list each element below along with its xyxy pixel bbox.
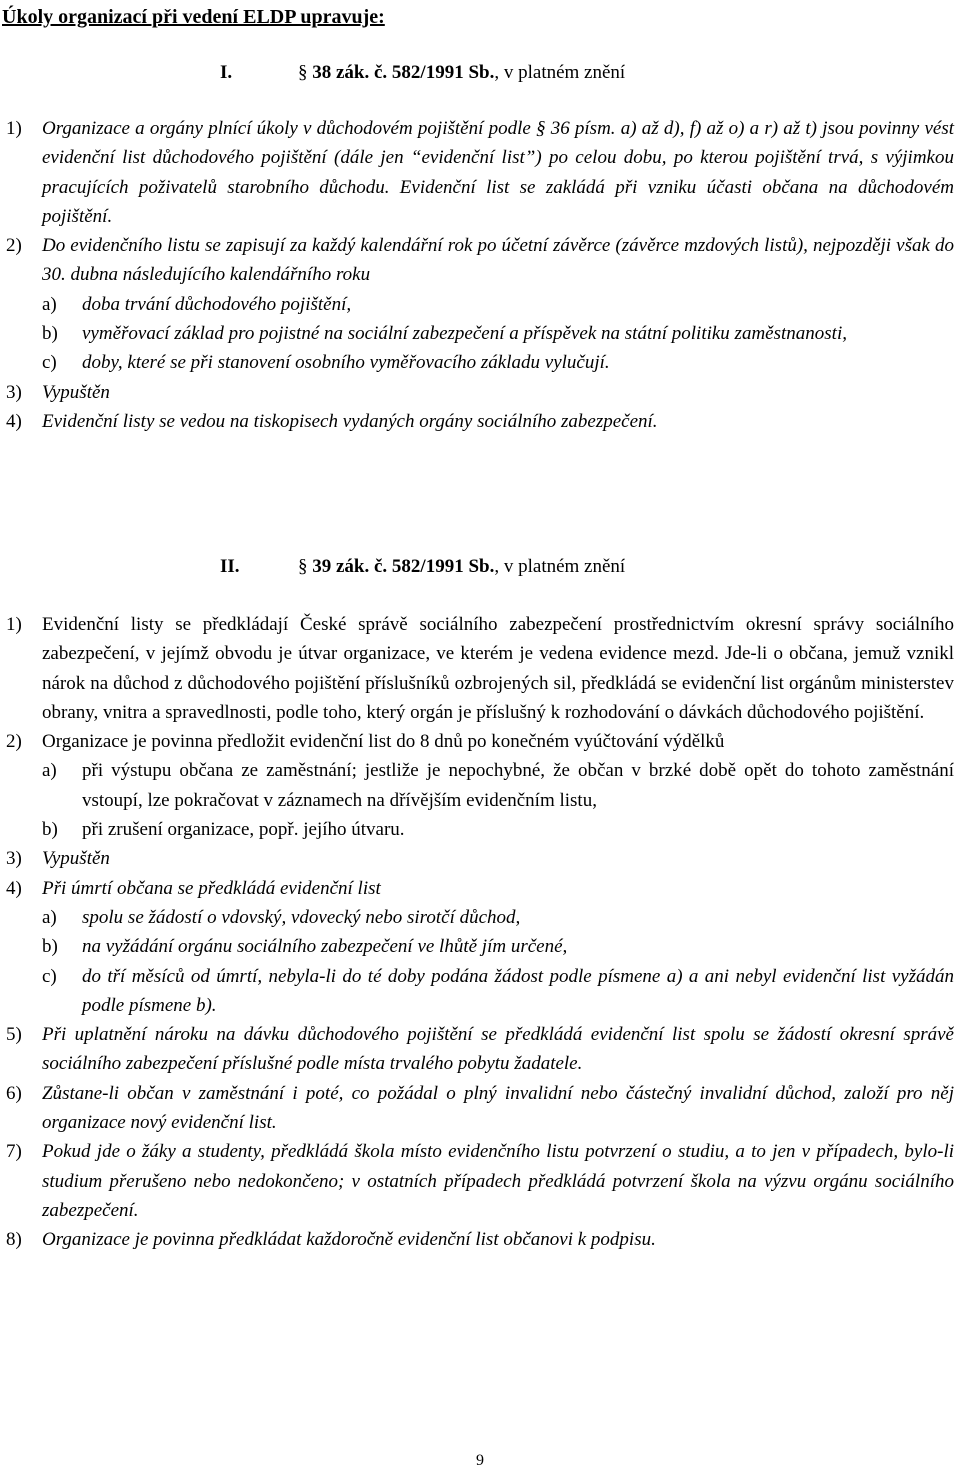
list-item <box>6 727 954 844</box>
item-number: 1) <box>6 118 22 139</box>
sub-item-text: doba trvání důchodového pojištění, <box>82 293 352 315</box>
item-number: 3) <box>6 848 22 870</box>
item-number: 8) <box>6 1229 22 1251</box>
item-body <box>42 727 954 844</box>
sub-item <box>42 932 954 961</box>
item-body <box>42 874 954 1020</box>
item-text: Pokud jde o žáky a studenty, předkládá škola místo evidenčního listu potvrzení o studiu, a to jen v případech, bylo-li studium přerušeno nebo nedokončeno; v ostatních případech předkládá potvrzení škola na výzvu orgánu sociálního zabezpečení. <box>42 1141 954 1221</box>
section-1-body <box>6 114 954 436</box>
list-item <box>6 1020 954 1079</box>
item-number: 6) <box>6 1082 22 1104</box>
sub-item-letter: b) <box>42 323 58 345</box>
page-number: 9 <box>476 1452 484 1469</box>
item-text: Vypuštěn <box>42 381 110 403</box>
item-number: 2) <box>6 731 22 753</box>
list-item <box>6 1137 954 1225</box>
sub-item-letter: a) <box>42 293 57 315</box>
list-item <box>6 407 954 436</box>
item-text: Organizace je povinna předložit evidenční list do 8 dnů po konečném vyúčtování výdělků <box>42 731 725 753</box>
sub-item <box>42 756 954 815</box>
document-title: Úkoly organizací při vedení ELDP upravuje: <box>2 6 385 28</box>
item-body <box>42 231 954 377</box>
item-text: Evidenční listy se vedou na tiskopisech vydaných orgány sociálního zabezpečení. <box>42 410 658 432</box>
item-number: 4) <box>6 410 22 432</box>
item-text: Do evidenčního listu se zapisují za každý kalendářní rok po účetní závěrce (závěrce mzdových listů), nejpozději však do 30. dubna následujícího kalendářního roku <box>42 235 954 286</box>
sub-item-letter: b) <box>42 936 58 958</box>
sub-item <box>42 962 954 1021</box>
list-item <box>6 844 954 873</box>
item-number: 4) <box>6 877 22 899</box>
sub-item-letter: b) <box>42 819 58 841</box>
item-text: Zůstane-li občan v zaměstnání i poté, co požádal o plný invalidní nebo částečný invalidní důchod, založí pro něj organizace nový evidenční list. <box>42 1082 954 1134</box>
section-1-roman: I. <box>220 62 233 83</box>
item-text: Organizace je povinna předkládat každoročně evidenční list občanovi k podpisu. <box>42 1229 656 1251</box>
section-1-heading <box>220 62 625 84</box>
list-item <box>6 874 954 1020</box>
item-text: Vypuštěn <box>42 848 110 870</box>
section-2-reference: 39 zák. č. 582/1991 Sb. <box>307 556 495 577</box>
section-2-paragraph-symbol: § <box>298 556 308 577</box>
sub-item-text: doby, které se při stanovení osobního vyměřovacího základu vylučují. <box>82 352 610 374</box>
item-text: Organizace a orgány plnící úkoly v důchodovém pojištění podle § 36 písm. a) až d), f) až o) a r) až t) jsou povinny vést evidenční list důchodového pojištění (dále jen “evidenční list”) po celou dobu, po kterou pojištění trvá, s výjimkou pracujících poživatelů starobního důchodu. Evidenční list se zakládá při vzniku účasti občana na důchodovém pojištění. <box>42 118 954 227</box>
sub-item-letter: a) <box>42 906 57 928</box>
section-2-heading <box>220 556 625 578</box>
sub-item-letter: a) <box>42 760 57 782</box>
item-text: Při uplatnění nároku na dávku důchodového pojištění se předkládá evidenční list spolu se žádostí okresní správě sociálního zabezpečení příslušné podle místa trvalého pobytu žadatele. <box>42 1024 954 1075</box>
sub-item-text: vyměřovací základ pro pojistné na sociální zabezpečení a příspěvek na státní politiku zaměstnanosti, <box>82 323 847 345</box>
section-2-reference-rest: , v platném znění <box>494 556 626 577</box>
section-1-reference-rest: , v platném znění <box>494 62 626 83</box>
sub-item-text: při výstupu občana ze zaměstnání; jestliže je nepochybné, že občan v brzké době opět do tohoto zaměstnání vstoupí, lze pokračovat v záznamech na dřívějším evidenčním listu, <box>82 760 954 811</box>
item-number: 3) <box>6 381 22 403</box>
item-number: 1) <box>6 614 22 635</box>
sub-item <box>42 903 954 932</box>
item-text: Při úmrtí občana se předkládá evidenční list <box>42 877 381 899</box>
item-number: 2) <box>6 235 22 257</box>
list-item <box>6 378 954 407</box>
sub-item-text: na vyžádání orgánu sociálního zabezpečení ve lhůtě jím určené, <box>82 936 568 958</box>
sub-item-text: do tří měsíců od úmrtí, nebyla-li do té doby podána žádost podle písmene a) a ani nebyl evidenční list vyžádán podle písmene b). <box>82 965 954 1016</box>
section-2-body <box>6 610 954 1255</box>
sub-item-letter: c) <box>42 965 57 987</box>
item-text: Evidenční listy se předkládají České správě sociálního zabezpečení prostřednictvím okresní správy sociálního zabezpečení, v jejímž obvodu je útvar organizace, ve kterém je vedena evidence mezd. Jde-li o občana, jemuž vznikl nárok na důchod z důchodového pojištění příslušníků ozbrojených sil, předkládá se evidenční list orgánům ministerstev obrany, vnitra a spravedlnosti, podle toho, který orgán je příslušný k rozhodování o dávkách důchodového pojištění. <box>42 614 954 723</box>
list-item <box>6 610 954 727</box>
list-item <box>6 114 954 231</box>
item-number: 5) <box>6 1024 22 1046</box>
sub-item-text: při zrušení organizace, popř. jejího útvaru. <box>82 819 405 841</box>
section-1-paragraph-symbol: § <box>298 62 308 83</box>
sub-item <box>42 319 954 348</box>
sub-item-letter: c) <box>42 352 57 374</box>
list-item <box>6 231 954 377</box>
section-1-reference: 38 zák. č. 582/1991 Sb. <box>307 62 495 83</box>
sub-item <box>42 290 954 319</box>
list-item <box>6 1079 954 1138</box>
sub-item <box>42 815 954 844</box>
list-item <box>6 1225 954 1254</box>
sub-item-text: spolu se žádostí o vdovský, vdovecký nebo sirotčí důchod, <box>82 906 521 928</box>
item-number: 7) <box>6 1141 22 1163</box>
sub-item <box>42 348 954 377</box>
section-2-roman: II. <box>220 556 240 577</box>
